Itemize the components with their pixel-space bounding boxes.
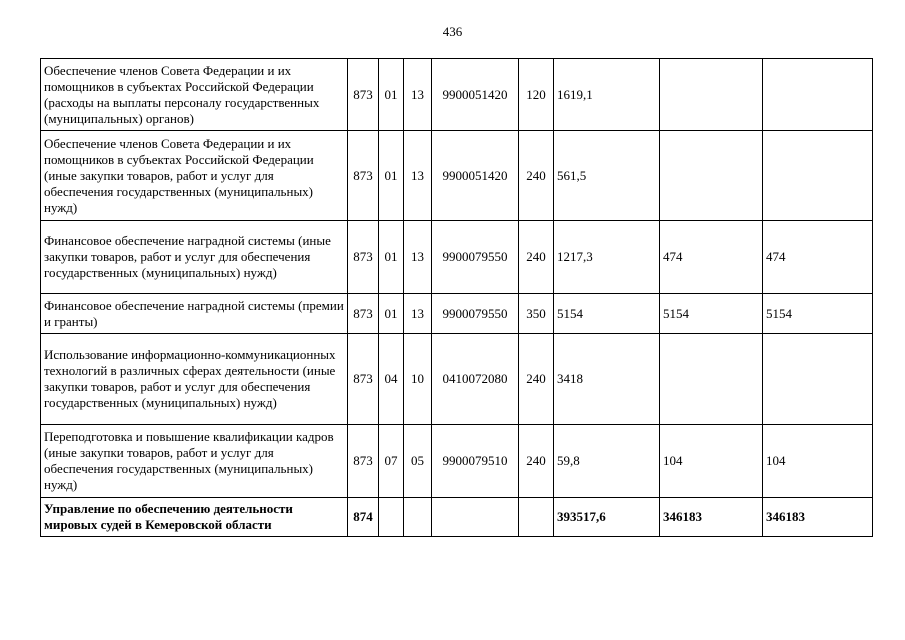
ved-code: 873 bbox=[348, 425, 379, 498]
sum-year-2 bbox=[660, 131, 763, 221]
sum-year-3: 104 bbox=[763, 425, 873, 498]
sum-year-1: 1217,3 bbox=[554, 221, 660, 294]
expense-type-code bbox=[519, 498, 554, 537]
subsection-code: 10 bbox=[404, 334, 432, 425]
target-article-code: 9900079550 bbox=[432, 294, 519, 334]
sum-year-1: 3418 bbox=[554, 334, 660, 425]
section-code: 04 bbox=[379, 334, 404, 425]
ved-code: 873 bbox=[348, 131, 379, 221]
expense-type-code: 240 bbox=[519, 425, 554, 498]
sum-year-3 bbox=[763, 59, 873, 131]
ved-code: 873 bbox=[348, 334, 379, 425]
expense-type-code: 350 bbox=[519, 294, 554, 334]
section-code: 01 bbox=[379, 221, 404, 294]
section-code: 07 bbox=[379, 425, 404, 498]
section-code: 01 bbox=[379, 294, 404, 334]
subsection-code: 13 bbox=[404, 221, 432, 294]
section-code bbox=[379, 498, 404, 537]
sum-year-1: 5154 bbox=[554, 294, 660, 334]
expense-name: Финансовое обеспечение наградной системы (премии и гранты) bbox=[41, 294, 348, 334]
target-article-code: 0410072080 bbox=[432, 334, 519, 425]
table-row-total bbox=[41, 498, 873, 537]
section-code: 01 bbox=[379, 59, 404, 131]
sum-year-3 bbox=[763, 334, 873, 425]
table-row bbox=[41, 131, 873, 221]
subsection-code: 13 bbox=[404, 294, 432, 334]
table-row bbox=[41, 425, 873, 498]
ved-code: 873 bbox=[348, 221, 379, 294]
sum-year-1: 1619,1 bbox=[554, 59, 660, 131]
sum-year-3: 474 bbox=[763, 221, 873, 294]
expense-name: Обеспечение членов Совета Федерации и их помощников в субъектах Российской Федерации (иные закупки товаров, работ и услуг для обеспечения государственных (муниципальных) нужд) bbox=[41, 131, 348, 221]
sum-year-1: 393517,6 bbox=[554, 498, 660, 537]
sum-year-2: 5154 bbox=[660, 294, 763, 334]
sum-year-1: 59,8 bbox=[554, 425, 660, 498]
sum-year-2 bbox=[660, 334, 763, 425]
sum-year-3 bbox=[763, 131, 873, 221]
table-row bbox=[41, 221, 873, 294]
sum-year-2: 346183 bbox=[660, 498, 763, 537]
ved-code: 873 bbox=[348, 294, 379, 334]
page-number: 436 bbox=[442, 24, 463, 39]
sum-year-2: 474 bbox=[660, 221, 763, 294]
budget-table bbox=[40, 58, 873, 537]
expense-name: Использование информационно-коммуникационных технологий в различных сферах деятельности (иные закупки товаров, работ и услуг для обеспечения государственных (муниципальных) нужд) bbox=[41, 334, 348, 425]
department-name: Управление по обеспечению деятельности мировых судей в Кемеровской области bbox=[41, 498, 348, 537]
expense-name: Финансовое обеспечение наградной системы (иные закупки товаров, работ и услуг для обеспечения государственных (муниципальных) нужд) bbox=[41, 221, 348, 294]
subsection-code: 05 bbox=[404, 425, 432, 498]
expense-type-code: 240 bbox=[519, 221, 554, 294]
expense-type-code: 240 bbox=[519, 131, 554, 221]
sum-year-3: 346183 bbox=[763, 498, 873, 537]
sum-year-3: 5154 bbox=[763, 294, 873, 334]
target-article-code bbox=[432, 498, 519, 537]
sum-year-2: 104 bbox=[660, 425, 763, 498]
target-article-code: 9900079510 bbox=[432, 425, 519, 498]
subsection-code: 13 bbox=[404, 59, 432, 131]
expense-name: Обеспечение членов Совета Федерации и их помощников в субъектах Российской Федерации (расходы на выплаты персоналу государственных (муниципальных) органов) bbox=[41, 59, 348, 131]
table-row bbox=[41, 294, 873, 334]
target-article-code: 9900051420 bbox=[432, 131, 519, 221]
target-article-code: 9900079550 bbox=[432, 221, 519, 294]
target-article-code: 9900051420 bbox=[432, 59, 519, 131]
sum-year-2 bbox=[660, 59, 763, 131]
table-row bbox=[41, 334, 873, 425]
expense-type-code: 240 bbox=[519, 334, 554, 425]
ved-code: 873 bbox=[348, 59, 379, 131]
expense-type-code: 120 bbox=[519, 59, 554, 131]
ved-code: 874 bbox=[348, 498, 379, 537]
expense-name: Переподготовка и повышение квалификации кадров (иные закупки товаров, работ и услуг для обеспечения государственных (муниципальных) нужд) bbox=[41, 425, 348, 498]
subsection-code: 13 bbox=[404, 131, 432, 221]
table-row bbox=[41, 59, 873, 131]
sum-year-1: 561,5 bbox=[554, 131, 660, 221]
subsection-code bbox=[404, 498, 432, 537]
section-code: 01 bbox=[379, 131, 404, 221]
